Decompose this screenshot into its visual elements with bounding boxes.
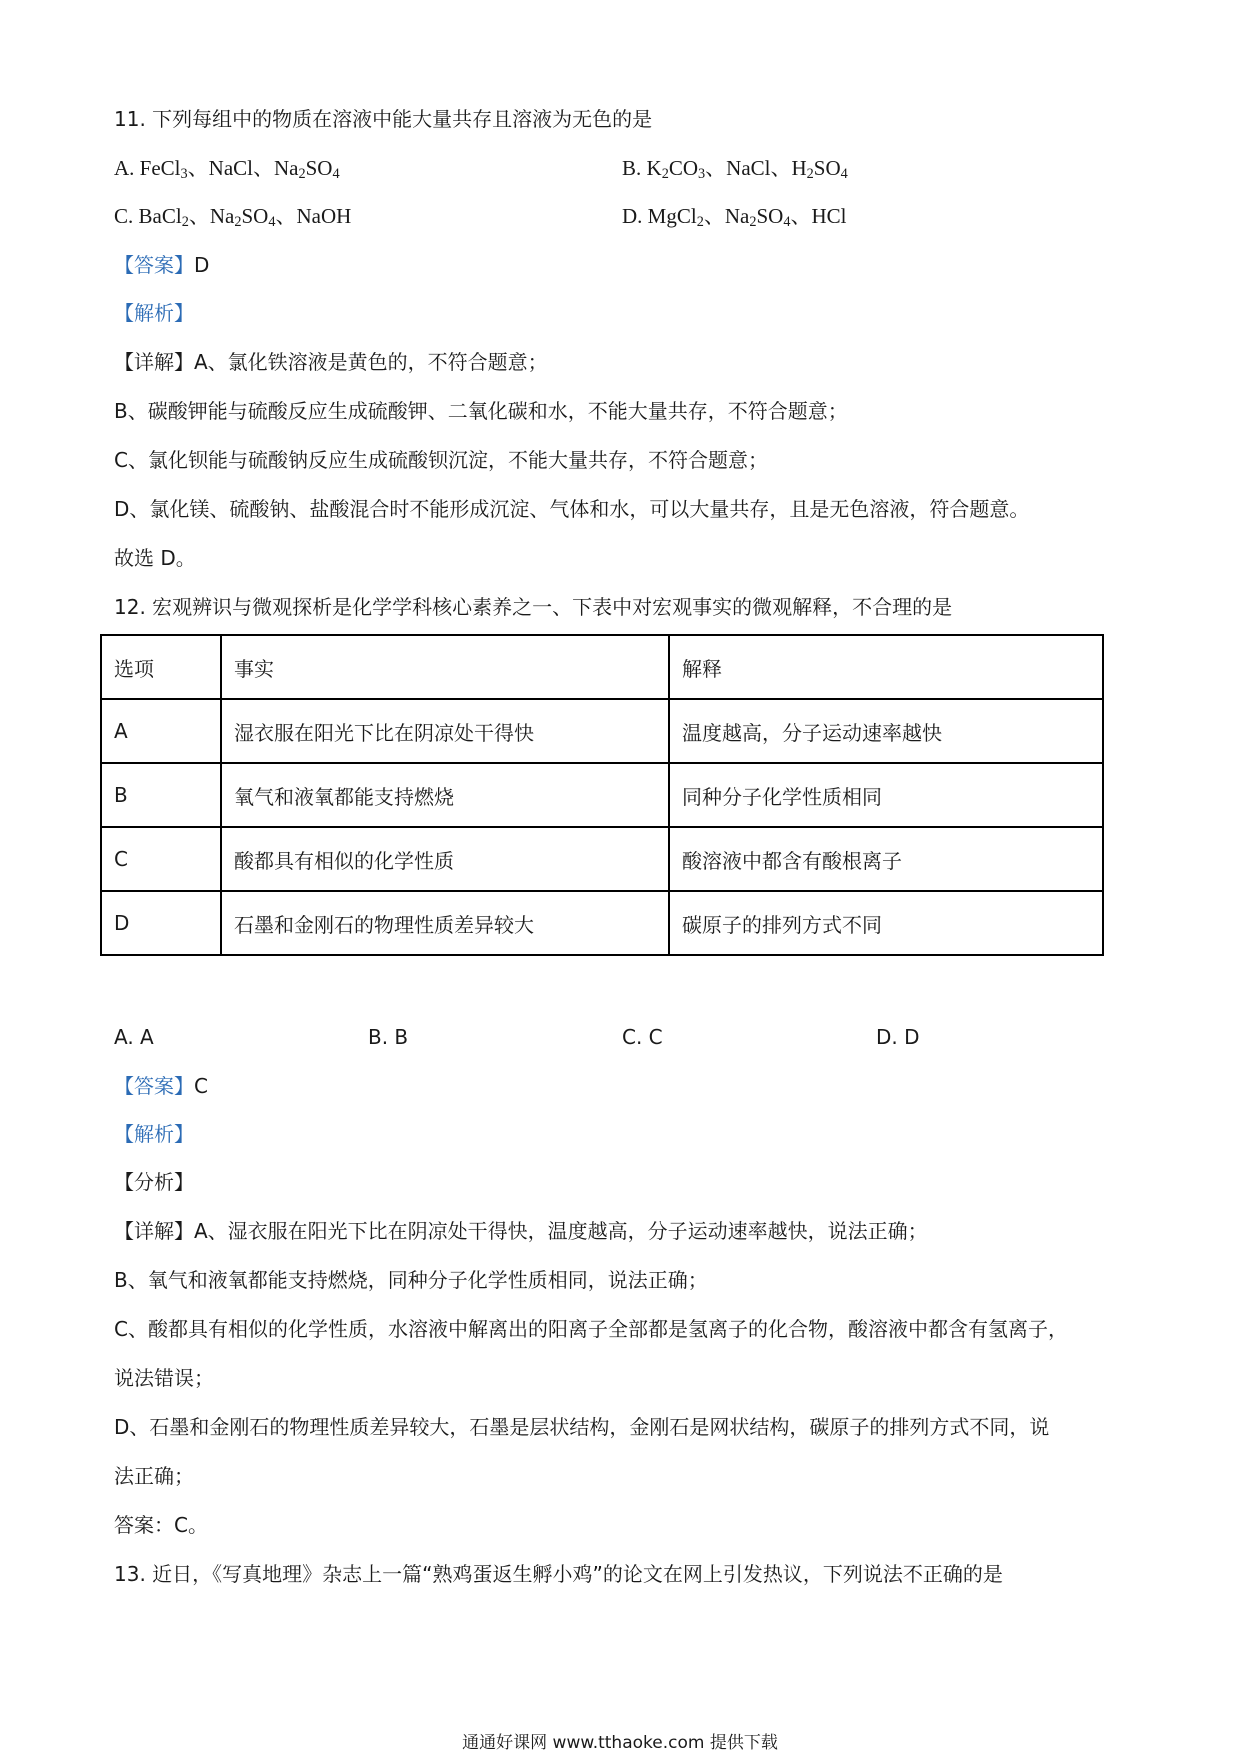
q12-option-c: C. C: [622, 1025, 663, 1049]
q11-conclusion: 故选 D。: [114, 546, 196, 570]
q11-option-b: B. $K_2CO_3$、NaCl、$H_2SO_4$: [622, 156, 848, 182]
q12-detail-line: B、氧气和液氧都能支持燃烧，同种分子化学性质相同，说法正确；: [114, 1268, 708, 1292]
table-cell-option: D: [101, 891, 221, 955]
q11-detail-line: D、氯化镁、硫酸钠、盐酸混合时不能形成沉淀、气体和水，可以大量共存，且是无色溶液，符合题意。: [114, 497, 1030, 521]
q12-table: [100, 634, 1104, 956]
table-cell-explanation: 酸溶液中都含有酸根离子: [669, 827, 1103, 891]
q11-option-a: A. FeCl$_3$、NaCl、$Na_2SO_4$: [114, 156, 340, 182]
table-cell-option: A: [101, 699, 221, 763]
q11-answer: 【答案】D: [114, 253, 210, 277]
q12-detail-line: 法正确；: [114, 1464, 194, 1488]
q12-analysis-tag: 【解析】: [114, 1122, 194, 1146]
table-row: [101, 699, 1103, 763]
answer-tag: 【答案】: [114, 253, 194, 277]
answer-tag: 【答案】: [114, 1074, 194, 1098]
table-cell-fact: 湿衣服在阳光下比在阴凉处干得快: [221, 699, 669, 763]
table-cell-fact: 酸都具有相似的化学性质: [221, 827, 669, 891]
table-header-cell: 事实: [221, 635, 669, 699]
q11-analysis-tag: 【解析】: [114, 301, 194, 325]
table-cell-explanation: 同种分子化学性质相同: [669, 763, 1103, 827]
q12-answer: 【答案】C: [114, 1074, 208, 1098]
q13-stem: 13. 近日，《写真地理》杂志上一篇“熟鸡蛋返生孵小鸡”的论文在网上引发热议，下列说法不正确的是: [114, 1562, 1003, 1586]
table-cell-option: C: [101, 827, 221, 891]
q11-detail-line: 【详解】A、氯化铁溶液是黄色的，不符合题意；: [114, 350, 548, 374]
table-cell-fact: 石墨和金刚石的物理性质差异较大: [221, 891, 669, 955]
q12-analysis-line: 【分析】: [114, 1170, 194, 1194]
table-header-cell: 解释: [669, 635, 1103, 699]
q12-stem: 12. 宏观辨识与微观探析是化学学科核心素养之一、下表中对宏观事实的微观解释，不合理的是: [114, 595, 953, 619]
q11-stem: 11. 下列每组中的物质在溶液中能大量共存且溶液为无色的是: [114, 107, 653, 131]
q12-detail-line: 说法错误；: [114, 1366, 214, 1390]
q12-detail-line: C、酸都具有相似的化学性质，水溶液中解离出的阳离子全部都是氢离子的化合物，酸溶液中都含有氢离子，: [114, 1317, 1068, 1341]
table-cell-explanation: 温度越高，分子运动速率越快: [669, 699, 1103, 763]
table-row: [101, 763, 1103, 827]
table-cell-option: B: [101, 763, 221, 827]
table-row: [101, 891, 1103, 955]
q11-detail-line: C、氯化钡能与硫酸钠反应生成硫酸钡沉淀，不能大量共存，不符合题意；: [114, 448, 768, 472]
q11-option-c: C. BaCl$_2$、$Na_2SO_4$、NaOH: [114, 204, 352, 230]
q12-detail-line: 【详解】A、湿衣服在阳光下比在阴凉处干得快，温度越高，分子运动速率越快，说法正确；: [114, 1219, 928, 1243]
q11-detail-line: B、碳酸钾能与硫酸反应生成硫酸钾、二氧化碳和水，不能大量共存，不符合题意；: [114, 399, 848, 423]
q12-conclusion: 答案：C。: [114, 1513, 208, 1537]
q12-option-b: B. B: [368, 1025, 409, 1049]
q12-option-d: D. D: [876, 1025, 920, 1049]
table-header-row: [101, 635, 1103, 699]
table-row: [101, 827, 1103, 891]
table-header-cell: 选项: [101, 635, 221, 699]
q11-option-d: D. MgCl$_2$、$Na_2SO_4$、HCl: [622, 204, 847, 230]
table-cell-fact: 氧气和液氧都能支持燃烧: [221, 763, 669, 827]
q12-detail-line: D、石墨和金刚石的物理性质差异较大，石墨是层状结构，金刚石是网状结构，碳原子的排列方式不同，说: [114, 1415, 1050, 1439]
q12-option-a: A. A: [114, 1025, 154, 1049]
page-footer: 通通好课网 www.tthaoke.com 提供下载: [462, 1733, 778, 1753]
table-cell-explanation: 碳原子的排列方式不同: [669, 891, 1103, 955]
